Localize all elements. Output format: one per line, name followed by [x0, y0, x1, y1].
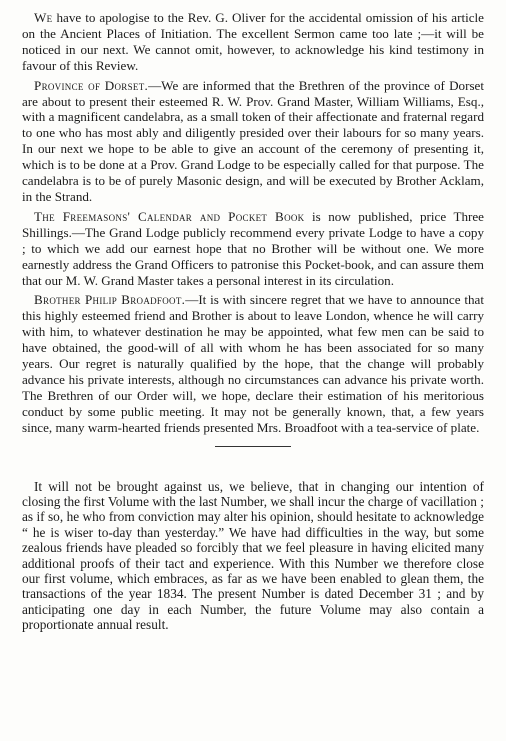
closing-note: It will not be brought against us, we believe, that in changing our intention of closing the first Volume with the last Number, we shall incur the charge of vacillation ; as if so, he who from conviction may alter his opinion, should hesitate to acknowledge “ he is wiser to-day than yesterday.” We have had difficulties in the way, but some zealous friends have pleaded so forcibly that we feel pleasure in having elicited many additional proofs of their tact and experience. With this Number we therefore close our first volume, which embraces, as far as we have been enabled to glean them, the transactions of the year 1834. The present Number is dated December 31 ; and by anticipating one day in each Number, the future Volume may also contain a proportionate annual result. — [22, 478, 484, 633]
paragraph-text: is now published, price Three Shillings.—The Grand Lodge publicly recommend every private Lodge to have a copy ; to which we add our earnest hope that no Brother will be without one. We more earnestly address the Grand Officers to patronise this Pocket-book, and can assure them that our M. W. Grand Master takes a personal interest in its circulation. — [22, 208, 484, 288]
paragraph-lead: We — [34, 10, 53, 25]
paragraph-lead: Brother Philip Broadfoot. — [34, 292, 186, 308]
paragraph-text: —We are informed that the Brethren of the province of Dorset are about to present their esteemed R. W. Prov. Grand Master, William Williams, Esq., with a magnificent candelabra, as a small token of their affectionate and fraternal regard to one who has most ably and diligently presided over their labours for so many years. In our next we hope to be able to give an account of the ceremony of presenting it, which is to be done at a Prov. Grand Lodge to be especially called for that purpose. The candelabra is to be of purely Masonic design, and will be executed by Brother Acklam, in the Strand. — [22, 77, 484, 204]
paragraph-province-of-dorset — [22, 78, 484, 205]
paragraph-lead: The Freemasons' Calendar and Pocket Book — [34, 208, 305, 224]
paragraph-text: —It is with sincere regret that we have to announce that this highly esteemed friend and Brother is about to leave London, whence he will carry with him, to whatever destination he may be appointed, what few men can be said to have obtained, the good-will of all with whom he has been associated for so many years. Our regret is naturally qualified by the hope, that the change will probably advance his private interests, although no circumstances can advance his private worth. The Brethren of our Order will, we hope, declare their estimation of his meritorious conduct by some public meeting. It may not be generally known, that, a few years since, many warm-hearted friends presented Mrs. Broadfoot with a tea-service of plate. — [22, 292, 484, 435]
paragraph-apology — [22, 10, 484, 74]
section-divider — [215, 446, 291, 447]
paragraph-calendar-pocket-book — [22, 209, 484, 289]
paragraph-lead: Province of Dorset. — [34, 77, 149, 93]
paragraph-text: have to apologise to the Rev. G. Oliver for the accidental omission of his article on the Ancient Places of Initiation. The excellent Sermon came too late ;—it will be noticed in our next. We cannot omit, however, to acknowledge his kind testimony in favour of this Review. — [22, 10, 484, 73]
paragraph-philip-broadfoot — [22, 292, 484, 435]
